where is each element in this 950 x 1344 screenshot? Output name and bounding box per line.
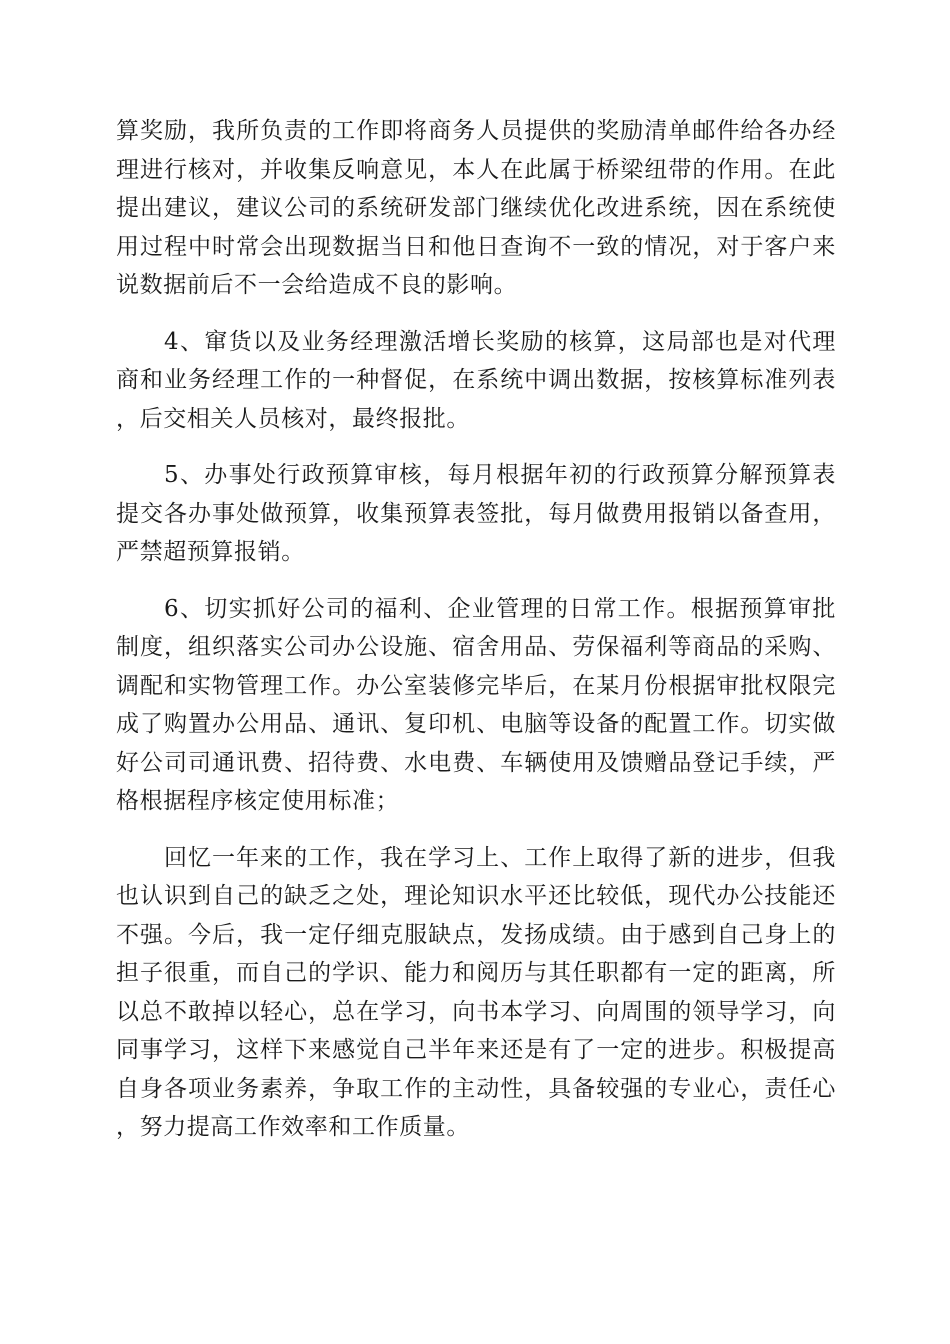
paragraph-review: 回忆一年来的工作，我在学习上、工作上取得了新的进步，但我也认识到自己的缺乏之处，理论知识水平还比较低，现代办公技能还不强。今后，我一定仔细克服缺点，发扬成绩。由于感到自己身上的担子很重，而自己的学识、能力和阅历与其任职都有一定的距离，所以总不敢掉以轻心，总在学习，向书本学习、向周围的领导学习，向同事学习，这样下来感觉自己半年来还是有了一定的进步。积极提高自身各项业务素养，争取工作的主动性，具备较强的专业心，责任心，努力提高工作效率和工作质量。 (116, 844, 836, 1140)
document-body (116, 112, 836, 1165)
paragraph-item-4: 4、窜货以及业务经理激活增长奖励的核算，这局部也是对代理商和业务经理工作的一种督促，在系统中调出数据，按核算标准列表，后交相关人员核对，最终报批。 (116, 328, 836, 432)
paragraph-item-6: 6、切实抓好公司的福利、企业管理的日常工作。根据预算审批制度，组织落实公司办公设施、宿舍用品、劳保福利等商品的采购、调配和实物管理工作。办公室装修完毕后，在某月份根据审批权限完成了购置办公用品、通讯、复印机、电脑等设备的配置工作。切实做好公司司通讯费、招待费、水电费、车辆使用及馈赠品登记手续，严格根据程序核定使用标准； (116, 595, 836, 814)
paragraph-item-5: 5、办事处行政预算审核，每月根据年初的行政预算分解预算表提交各办事处做预算，收集预算表签批，每月做费用报销以备查用，严禁超预算报销。 (116, 462, 836, 565)
paragraph-continuation: 算奖励，我所负责的工作即将商务人员提供的奖励清单邮件给各办经理进行核对，并收集反响意见，本人在此属于桥梁纽带的作用。在此提出建议，建议公司的系统研发部门继续优化改进系统，因在系统使用过程中时常会出现数据当日和他日查询不一致的情况，对于客户来说数据前后不一会给造成不良的影响。 (116, 118, 836, 298)
